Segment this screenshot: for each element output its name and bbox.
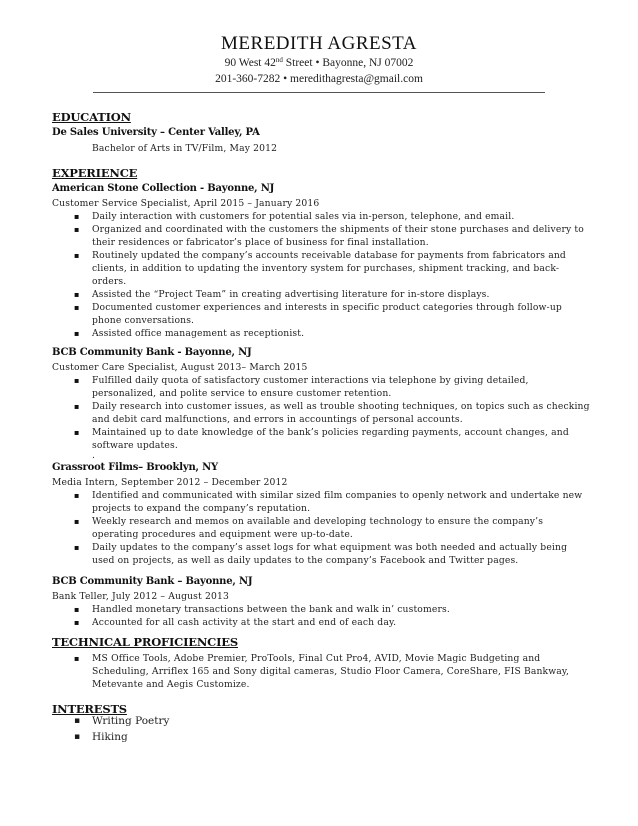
job-bullet-text: Identified and communicated with similar sized film companies to openly network and undertake new — [92, 490, 583, 501]
bullet-icon — [74, 327, 79, 340]
job-bullet-text: projects to expand the company’s reputation. — [92, 503, 311, 514]
bullet-icon — [74, 400, 79, 413]
bullet-icon — [74, 426, 79, 439]
bullet-icon — [74, 374, 79, 387]
job-bullet-text: and debit card malfunctions, and errors in accountings of personal accounts. — [92, 414, 463, 425]
job-bullet-text: Maintained up to date knowledge of the bank’s policies regarding payments, account changes, and — [92, 427, 569, 438]
education-school: De Sales University – Center Valley, PA — [52, 127, 260, 138]
technical-text: MS Office Tools, Adobe Premier, ProTools, Final Cut Pro4, AVID, Movie Magic Budgeting and — [92, 653, 541, 664]
address-rest: Street • Bayonne, NJ 07002 — [282, 57, 414, 69]
interests-heading: INTERESTS — [52, 702, 127, 716]
job-bullet-text: Documented customer experiences and interests in specific product categories through follow-up — [92, 302, 562, 313]
address-ordinal: nd — [275, 56, 283, 64]
job-title: Media Intern, September 2012 – December 2012 — [52, 477, 288, 488]
bullet-icon — [74, 652, 79, 665]
address-line — [0, 56, 638, 71]
bullet-icon — [74, 223, 79, 236]
job-org: BCB Community Bank - Bayonne, NJ — [52, 347, 252, 358]
experience-heading: EXPERIENCE — [52, 166, 138, 180]
bullet-icon — [74, 210, 79, 223]
education-degree: Bachelor of Arts in TV/Film, May 2012 — [92, 143, 278, 154]
job-bullet-text: Assisted the “Project Team” in creating advertising literature for in-store displays. — [92, 289, 490, 300]
candidate-name: MEREDITH AGRESTA — [221, 33, 417, 54]
bullet-icon — [74, 301, 79, 314]
contact-line: 201-360-7282 • meredithagresta@gmail.com — [215, 73, 423, 85]
bullet-icon — [74, 515, 79, 528]
technical-text: Metevante and Aegis Customize. — [92, 679, 250, 690]
job-title: Customer Service Specialist, April 2015 – January 2016 — [52, 198, 320, 209]
bullet-icon — [74, 616, 79, 629]
job-bullet-text: phone conversations. — [92, 315, 195, 326]
job-bullet-text: Handled monetary transactions between the bank and walk in’ customers. — [92, 604, 450, 615]
header-divider — [93, 92, 545, 93]
job-title: Bank Teller, July 2012 – August 2013 — [52, 591, 229, 602]
bullet-icon — [74, 288, 79, 301]
job-bullet-text: Assisted office management as receptionist. — [92, 328, 305, 339]
job-title: Customer Care Specialist, August 2013– March 2015 — [52, 362, 308, 373]
bullet-icon — [74, 541, 79, 554]
bullet-icon — [74, 489, 79, 502]
job-bullet-text: Routinely updated the company’s accounts receivable database for payments from fabricators and — [92, 250, 566, 261]
job-bullet-text: . — [92, 450, 96, 461]
job-bullet-text: Organized and coordinated with the customers the shipments of their stone purchases and delivery to — [92, 224, 584, 235]
bullet-icon — [74, 730, 80, 745]
technical-heading: TECHNICAL PROFICIENCIES — [52, 635, 238, 649]
interest-item: Hiking — [92, 731, 128, 743]
job-org: American Stone Collection - Bayonne, NJ — [52, 183, 275, 194]
job-bullet-text: orders. — [92, 276, 127, 287]
address-street-number: 90 West 42 — [224, 57, 276, 69]
job-bullet-text: Daily updates to the company’s asset logs for what equipment was both needed and actually being — [92, 542, 568, 553]
bullet-icon — [74, 249, 79, 262]
job-bullet-text: operating procedures and equipment were up-to-date. — [92, 529, 353, 540]
interest-item: Writing Poetry — [92, 715, 170, 727]
job-bullet-text: Daily research into customer issues, as well as trouble shooting techniques, on topics such as checking — [92, 401, 590, 412]
bullet-icon — [74, 714, 80, 729]
education-heading: EDUCATION — [52, 110, 131, 124]
job-bullet-text: used on projects, as well as daily updates to the company’s Facebook and Twitter pages. — [92, 555, 519, 566]
job-bullet-text: Accounted for all cash activity at the start and end of each day. — [92, 617, 397, 628]
job-bullet-text: personalized, and polite service to ensure customer retention. — [92, 388, 392, 399]
job-bullet-text: software updates. — [92, 440, 178, 451]
job-bullet-text: clients, in addition to updating the inventory system for purchases, shipment tracking, and back- — [92, 263, 560, 274]
job-bullet-text: their residences or fabricator’s place of business for final installation. — [92, 237, 429, 248]
job-bullet-text: Weekly research and memos on available and developing technology to ensure the company’s — [92, 516, 544, 527]
job-bullet-text: Fulfilled daily quota of satisfactory customer interactions via telephone by giving detailed, — [92, 375, 529, 386]
bullet-icon — [74, 603, 79, 616]
job-org: Grassroot Films– Brooklyn, NY — [52, 462, 218, 473]
job-bullet-text: Daily interaction with customers for potential sales via in-person, telephone, and email. — [92, 211, 515, 222]
technical-text: Scheduling, Arriflex 165 and Sony digital cameras, Studio Floor Camera, CoreShare, FIS Bankway, — [92, 666, 570, 677]
job-org: BCB Community Bank – Bayonne, NJ — [52, 576, 253, 587]
